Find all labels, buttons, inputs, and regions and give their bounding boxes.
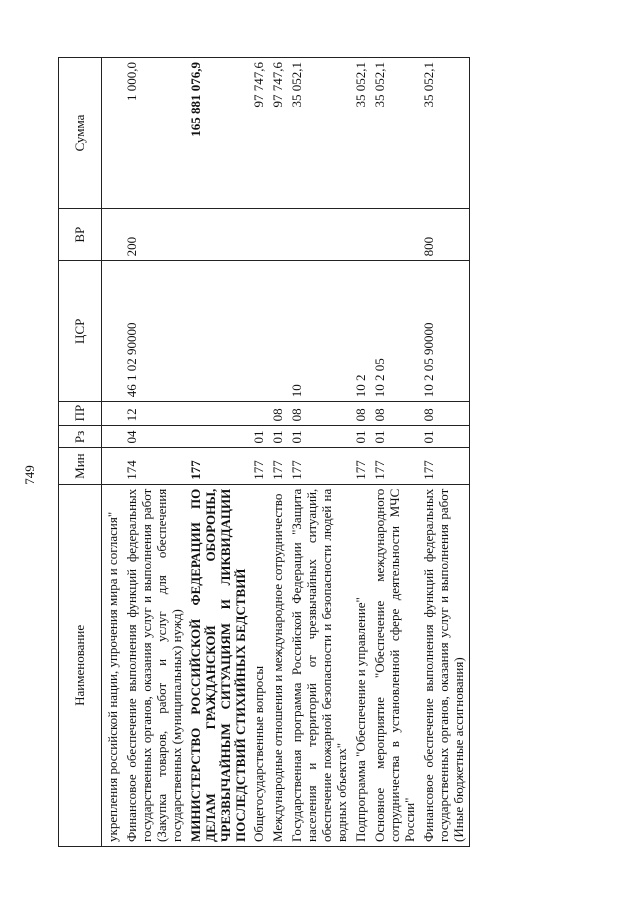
- cell-pr: 08: [352, 402, 371, 426]
- cell-pr: [102, 402, 123, 426]
- cell-name: МИНИСТЕРСТВО РОССИЙСКОЙ ФЕДЕРАЦИИ ПО ДЕЛАМ ГРАЖДАНСКОЙ ОБОРОНЫ, ЧРЕЗВЫЧАЙНЫМ СИТУАЦИЯМ И ЛИКВИДАЦИИ ПОСЛЕДСТВИЙ СТИХИЙНЫХ БЕДСТВИЙ: [187, 484, 251, 846]
- cell-sum: 35 052,1: [371, 58, 420, 209]
- table-row: [371, 58, 420, 847]
- header-pr: ПР: [59, 402, 102, 426]
- cell-pr: 12: [123, 402, 187, 426]
- cell-name: Международные отношения и международное сотрудничество: [269, 484, 288, 846]
- cell-vr: [352, 209, 371, 261]
- cell-pr: [187, 402, 251, 426]
- cell-min: 177: [420, 448, 469, 484]
- header-sum: Сумма: [59, 58, 102, 209]
- cell-vr: [102, 209, 123, 261]
- cell-rz: 01: [250, 426, 269, 448]
- cell-pr: 08: [371, 402, 420, 426]
- table-row: [420, 58, 469, 847]
- cell-pr: 08: [288, 402, 352, 426]
- table-row: [187, 58, 251, 847]
- cell-csr: 10 2 05: [371, 261, 420, 402]
- cell-sum: 35 052,1: [288, 58, 352, 209]
- cell-rz: 01: [269, 426, 288, 448]
- table-row: [352, 58, 371, 847]
- cell-pr: [250, 402, 269, 426]
- cell-min: [102, 448, 123, 484]
- cell-pr: 08: [420, 402, 469, 426]
- table-row: [102, 58, 123, 847]
- cell-name: Государственная программа Российской Федерации "Защита населения и территорий от чрезвычайных ситуаций, обеспечение пожарной безопасности и безопасности людей на водных объектах": [288, 484, 352, 846]
- cell-name: Финансовое обеспечение выполнения функций федеральных государственных органов, оказания услуг и выполнения работ (Закупка товаров, работ и услуг для обеспечения государственных (муниципальных) нужд): [123, 484, 187, 846]
- cell-csr: 46 1 02 90000: [123, 261, 187, 402]
- cell-rz: 01: [352, 426, 371, 448]
- cell-min: 174: [123, 448, 187, 484]
- cell-csr: 10: [288, 261, 352, 402]
- cell-min: 177: [250, 448, 269, 484]
- cell-vr: [288, 209, 352, 261]
- cell-rz: [102, 426, 123, 448]
- cell-vr: [371, 209, 420, 261]
- header-csr: ЦСР: [59, 261, 102, 402]
- cell-sum: 35 052,1: [352, 58, 371, 209]
- cell-sum: 165 881 076,9: [187, 58, 251, 209]
- header-min: Мин: [59, 448, 102, 484]
- header-vr: ВР: [59, 209, 102, 261]
- cell-rz: [187, 426, 251, 448]
- cell-csr: [269, 261, 288, 402]
- cell-vr: [250, 209, 269, 261]
- cell-csr: [187, 261, 251, 402]
- cell-sum: 97 747,6: [269, 58, 288, 209]
- page-number: 749: [22, 465, 37, 485]
- cell-sum: 97 747,6: [250, 58, 269, 209]
- cell-min: 177: [269, 448, 288, 484]
- cell-vr: 800: [420, 209, 469, 261]
- cell-pr: 08: [269, 402, 288, 426]
- cell-rz: 04: [123, 426, 187, 448]
- cell-rz: 01: [288, 426, 352, 448]
- cell-csr: [102, 261, 123, 402]
- cell-name: Финансовое обеспечение выполнения функций федеральных государственных органов, оказания услуг и выполнения работ (Иные бюджетные ассигнования): [420, 484, 469, 846]
- cell-sum: 35 052,1: [420, 58, 469, 209]
- cell-rz: 01: [371, 426, 420, 448]
- cell-min: 177: [288, 448, 352, 484]
- cell-min: 177: [352, 448, 371, 484]
- cell-min: 177: [187, 448, 251, 484]
- table-row: [288, 58, 352, 847]
- cell-csr: [250, 261, 269, 402]
- cell-sum: 1 000,0: [123, 58, 187, 209]
- cell-csr: 10 2: [352, 261, 371, 402]
- table-header-row: [59, 58, 102, 847]
- table-row: [250, 58, 269, 847]
- table-row: [269, 58, 288, 847]
- table-row: [123, 58, 187, 847]
- cell-vr: [187, 209, 251, 261]
- cell-rz: 01: [420, 426, 469, 448]
- cell-name: Основное мероприятие "Обеспечение международного сотрудничества в установленной сфере деятельности МЧС России": [371, 484, 420, 846]
- cell-vr: 200: [123, 209, 187, 261]
- cell-name: Подпрограмма "Обеспечение и управление": [352, 484, 371, 846]
- cell-name: укрепления российской нации, упрочения мира и согласия": [102, 484, 123, 846]
- cell-name: Общегосударственные вопросы: [250, 484, 269, 846]
- cell-csr: 10 2 05 90000: [420, 261, 469, 402]
- cell-min: 177: [371, 448, 420, 484]
- header-name: Наименование: [59, 484, 102, 846]
- cell-vr: [269, 209, 288, 261]
- cell-sum: [102, 58, 123, 209]
- header-rz: Рз: [59, 426, 102, 448]
- budget-table: [58, 57, 470, 847]
